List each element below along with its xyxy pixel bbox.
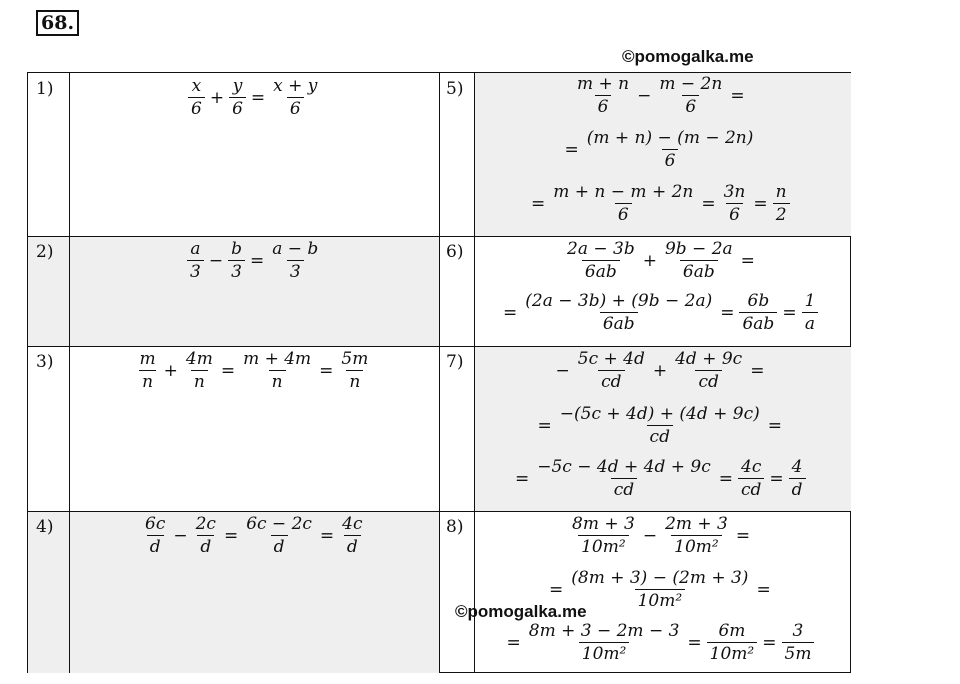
equation-line bbox=[500, 290, 820, 335]
fraction bbox=[183, 348, 216, 393]
operator: = bbox=[249, 250, 265, 271]
numerator: −5c − 4d + 4d + 9c bbox=[537, 457, 711, 477]
denominator: 6 bbox=[595, 95, 612, 118]
item-label-3: 3) bbox=[36, 352, 54, 372]
numerator: 2a − 3b bbox=[567, 239, 635, 259]
denominator: d bbox=[197, 535, 214, 558]
fraction bbox=[137, 348, 159, 393]
operator: = bbox=[750, 360, 765, 381]
fraction bbox=[773, 181, 790, 226]
fraction bbox=[270, 75, 320, 120]
numerator: m bbox=[139, 349, 156, 369]
numerator: 5m bbox=[341, 349, 369, 369]
denominator: 6 bbox=[188, 97, 205, 120]
fraction bbox=[534, 456, 713, 501]
numerator: (m + n) − (m − 2n) bbox=[586, 128, 754, 148]
numerator: 1 bbox=[804, 291, 816, 311]
denominator: 3 bbox=[228, 260, 245, 283]
numerator: 6c bbox=[145, 514, 166, 534]
denominator: 10m² bbox=[671, 535, 722, 558]
equation-line bbox=[504, 620, 817, 665]
fraction bbox=[339, 513, 365, 558]
operator: + bbox=[209, 87, 225, 108]
equation-line bbox=[512, 456, 808, 501]
denominator: 6 bbox=[726, 203, 743, 226]
item-label-1: 1) bbox=[36, 79, 54, 99]
denominator: 5m bbox=[782, 642, 815, 665]
operator: = bbox=[250, 87, 266, 108]
numerator: 2c bbox=[195, 514, 216, 534]
operator: − bbox=[208, 250, 224, 271]
fraction bbox=[228, 238, 245, 283]
numerator: 6m bbox=[718, 621, 746, 641]
denominator: 6ab bbox=[582, 260, 620, 283]
operator: = bbox=[718, 468, 733, 489]
numerator: m + n − m + 2n bbox=[553, 182, 694, 202]
operator: = bbox=[767, 415, 782, 436]
equation-line bbox=[562, 238, 758, 283]
fraction bbox=[575, 348, 648, 393]
equation-line bbox=[185, 238, 323, 283]
denominator: 6 bbox=[615, 203, 632, 226]
denominator: n bbox=[191, 370, 208, 393]
operator: + bbox=[652, 360, 668, 381]
numerator: −(5c + 4d) + (4d + 9c) bbox=[559, 404, 760, 424]
numerator: 4d + 9c bbox=[675, 349, 743, 369]
numerator: 4c bbox=[342, 514, 363, 534]
fraction bbox=[188, 75, 205, 120]
denominator: 6 bbox=[229, 97, 246, 120]
operator: = bbox=[687, 632, 702, 653]
fraction bbox=[739, 290, 777, 335]
numerator: x bbox=[191, 76, 202, 96]
fraction bbox=[557, 403, 763, 448]
operator: = bbox=[549, 579, 564, 600]
equation-line bbox=[140, 513, 368, 558]
denominator: cd bbox=[611, 478, 637, 501]
denominator: 2 bbox=[773, 203, 790, 226]
numerator: 5c + 4d bbox=[577, 349, 645, 369]
denominator: a bbox=[802, 312, 818, 335]
numerator: y bbox=[232, 76, 243, 96]
operator: + bbox=[642, 250, 657, 271]
denominator: 6 bbox=[287, 97, 304, 120]
denominator: d bbox=[344, 535, 361, 558]
numerator: 3 bbox=[792, 621, 804, 641]
operator: = bbox=[531, 193, 546, 214]
equation-line bbox=[567, 513, 753, 558]
denominator: d bbox=[147, 535, 164, 558]
denominator: 6ab bbox=[739, 312, 777, 335]
operator: = bbox=[564, 139, 579, 160]
fraction bbox=[662, 513, 731, 558]
watermark-top: ©pomogalka.me bbox=[622, 47, 754, 66]
operator: = bbox=[537, 415, 552, 436]
denominator: n bbox=[269, 370, 286, 393]
fraction bbox=[338, 348, 371, 393]
denominator: 10m² bbox=[707, 642, 758, 665]
operator: − bbox=[642, 525, 658, 546]
operator: = bbox=[220, 360, 236, 381]
fraction bbox=[656, 73, 725, 118]
numerator: 8m + 3 bbox=[572, 514, 635, 534]
denominator: cd bbox=[647, 425, 673, 448]
numerator: 4c bbox=[741, 457, 762, 477]
fraction bbox=[564, 238, 638, 283]
operator: = bbox=[756, 579, 771, 600]
denominator: 10m² bbox=[635, 589, 686, 612]
equation-line bbox=[528, 181, 792, 226]
item-label-5: 5) bbox=[446, 79, 464, 99]
denominator: 10m² bbox=[578, 535, 629, 558]
operator: = bbox=[319, 360, 334, 381]
numerator: m − 2n bbox=[659, 74, 723, 94]
operator: = bbox=[735, 525, 751, 546]
fraction bbox=[721, 181, 749, 226]
denominator: 6ab bbox=[680, 260, 718, 283]
numerator: (8m + 3) − (2m + 3) bbox=[571, 568, 749, 588]
operator: = bbox=[740, 250, 755, 271]
operator: = bbox=[769, 468, 784, 489]
operator: = bbox=[782, 302, 797, 323]
operator: = bbox=[762, 632, 777, 653]
equation-line bbox=[553, 348, 768, 393]
fraction bbox=[789, 456, 806, 501]
numerator: (2a − 3b) + (9b − 2a) bbox=[525, 291, 713, 311]
equation-line bbox=[572, 73, 748, 118]
operator: = bbox=[701, 193, 716, 214]
numerator: a − b bbox=[272, 239, 319, 259]
denominator: 6 bbox=[662, 149, 679, 172]
operator: + bbox=[163, 360, 178, 381]
denominator: cd bbox=[738, 478, 764, 501]
numerator: 4m bbox=[185, 349, 213, 369]
numerator: 8m + 3 − 2m − 3 bbox=[528, 621, 680, 641]
operator: − bbox=[173, 525, 188, 546]
fraction bbox=[568, 567, 751, 612]
equation-line bbox=[186, 75, 322, 120]
operator: = bbox=[506, 632, 521, 653]
fraction bbox=[574, 73, 632, 118]
denominator: 10m² bbox=[579, 642, 630, 665]
numerator: 3n bbox=[723, 182, 746, 202]
fraction bbox=[229, 75, 246, 120]
operator: = bbox=[730, 85, 745, 106]
fraction bbox=[269, 238, 321, 283]
fraction bbox=[522, 290, 715, 335]
fraction bbox=[782, 620, 815, 665]
numerator: b bbox=[231, 239, 242, 259]
item-label-8: 8) bbox=[446, 517, 464, 537]
fraction bbox=[193, 513, 219, 558]
operator: = bbox=[319, 525, 335, 546]
equation-line bbox=[535, 403, 786, 448]
operator: = bbox=[515, 468, 530, 489]
denominator: n bbox=[139, 370, 156, 393]
operator: = bbox=[753, 193, 768, 214]
denominator: n bbox=[346, 370, 363, 393]
numerator: m + n bbox=[577, 74, 630, 94]
numerator: x + y bbox=[273, 76, 318, 96]
denominator: d bbox=[271, 535, 288, 558]
numerator: 2m + 3 bbox=[665, 514, 728, 534]
operator: = bbox=[223, 525, 239, 546]
operator: = bbox=[720, 302, 735, 323]
numerator: 9b − 2a bbox=[664, 239, 733, 259]
fraction bbox=[550, 181, 696, 226]
fraction bbox=[584, 127, 757, 172]
fraction bbox=[738, 456, 764, 501]
item-label-7: 7) bbox=[446, 352, 464, 372]
fraction bbox=[526, 620, 683, 665]
fraction bbox=[240, 348, 314, 393]
operator: − bbox=[637, 85, 652, 106]
numerator: n bbox=[775, 182, 787, 202]
item-label-2: 2) bbox=[36, 242, 54, 262]
fraction bbox=[707, 620, 758, 665]
problem-number: 68. bbox=[36, 10, 79, 36]
operator: = bbox=[503, 302, 518, 323]
watermark-bottom: ©pomogalka.me bbox=[455, 602, 587, 621]
numerator: m + 4m bbox=[243, 349, 312, 369]
fraction bbox=[569, 513, 638, 558]
denominator: d bbox=[789, 478, 806, 501]
fraction bbox=[672, 348, 745, 393]
denominator: cd bbox=[695, 370, 721, 393]
fraction bbox=[142, 513, 168, 558]
denominator: 3 bbox=[187, 260, 204, 283]
numerator: 6b bbox=[747, 291, 770, 311]
item-label-6: 6) bbox=[446, 242, 464, 262]
numerator: a bbox=[190, 239, 201, 259]
equation-line bbox=[135, 348, 374, 393]
fraction bbox=[243, 513, 315, 558]
numerator: 4 bbox=[791, 457, 803, 477]
denominator: 3 bbox=[287, 260, 304, 283]
equation-line bbox=[562, 127, 759, 172]
item-label-4: 4) bbox=[36, 517, 54, 537]
fraction bbox=[187, 238, 204, 283]
denominator: 6 bbox=[682, 95, 699, 118]
denominator: 6ab bbox=[600, 312, 638, 335]
fraction bbox=[662, 238, 736, 283]
solutions-table bbox=[27, 72, 851, 673]
fraction bbox=[802, 290, 819, 335]
numerator: 6c − 2c bbox=[246, 514, 312, 534]
denominator: cd bbox=[598, 370, 624, 393]
operator: − bbox=[555, 360, 570, 381]
